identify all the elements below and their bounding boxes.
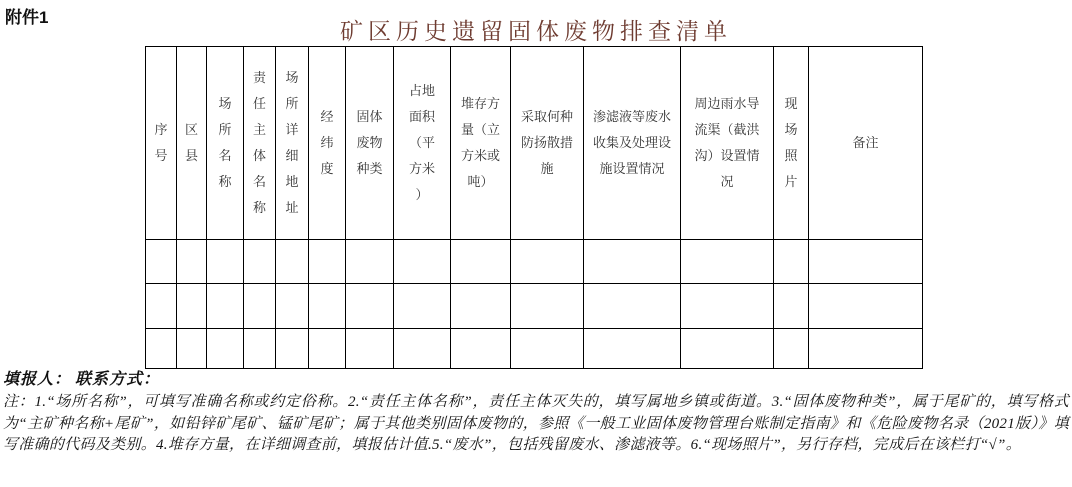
empty-cell <box>511 240 584 284</box>
column-header-serial-number: 序号 <box>146 47 177 240</box>
empty-cell <box>774 284 809 329</box>
column-header-site-name: 场所名称 <box>207 47 244 240</box>
column-header-remarks: 备注 <box>809 47 923 240</box>
column-header-site-photo: 现场照片 <box>774 47 809 240</box>
empty-cell <box>177 284 207 329</box>
empty-cell <box>244 329 276 369</box>
footer <box>3 370 1069 457</box>
table-body <box>146 240 923 369</box>
inspection-table-wrap <box>145 46 923 369</box>
page-title: 矿区历史遗留固体废物排查清单 <box>340 19 732 44</box>
empty-cell <box>809 240 923 284</box>
empty-cell <box>511 329 584 369</box>
empty-cell <box>394 329 451 369</box>
empty-cell <box>177 240 207 284</box>
empty-cell <box>346 240 394 284</box>
column-header-responsible-entity: 责任主体名称 <box>244 47 276 240</box>
attachment-label: 附件1 <box>5 8 49 27</box>
empty-cell <box>309 284 346 329</box>
empty-cell <box>346 284 394 329</box>
column-header-leachate-treatment: 渗滤液等废水收集及处理设施设置情况 <box>584 47 681 240</box>
empty-cell <box>584 284 681 329</box>
empty-cell <box>276 329 309 369</box>
inspection-table <box>145 46 923 369</box>
empty-cell <box>774 329 809 369</box>
column-header-waste-type: 固体废物种类 <box>346 47 394 240</box>
column-header-dust-prevention: 采取何种防扬散措施 <box>511 47 584 240</box>
column-header-district-county: 区县 <box>177 47 207 240</box>
empty-cell <box>346 329 394 369</box>
empty-cell <box>584 240 681 284</box>
empty-cell <box>451 240 511 284</box>
contact-label: 联系方式： <box>75 371 161 388</box>
empty-cell <box>207 329 244 369</box>
empty-cell <box>809 329 923 369</box>
empty-cell <box>309 329 346 369</box>
preparer-label: 填报人： <box>3 371 72 388</box>
empty-cell <box>146 284 177 329</box>
empty-cell <box>681 284 774 329</box>
empty-cell <box>276 240 309 284</box>
empty-cell <box>207 284 244 329</box>
empty-cell <box>177 329 207 369</box>
empty-cell <box>146 329 177 369</box>
empty-cell <box>276 284 309 329</box>
empty-cell <box>394 284 451 329</box>
empty-cell <box>394 240 451 284</box>
empty-cell <box>146 240 177 284</box>
empty-cell <box>309 240 346 284</box>
empty-cell <box>681 329 774 369</box>
empty-cell <box>451 284 511 329</box>
table-row <box>146 240 923 284</box>
empty-cell <box>244 284 276 329</box>
notes-text: 注：1.“场所名称”，可填写准确名称或约定俗称。2.“责任主体名称”，责任主体灭失的，填写属地乡镇或街道。3.“固体废物种类”，属于尾矿的，填写格式为“主矿种名称+尾矿”，如铅锌矿尾矿、锰矿尾矿；属于其他类别固体废物的，参照《一般工业固体废物管理台账制定指南》和《危险废物名录（2021版）》填写准确的代码及类别。4.堆存方量，在详细调查前，填报估计值.5.“废水”，包括残留废水、渗滤液等。6.“现场照片”，另行存档，完成后在该栏打“√”。 <box>3 394 1069 453</box>
column-header-site-address: 场所详细地址 <box>276 47 309 240</box>
empty-cell <box>584 329 681 369</box>
empty-cell <box>681 240 774 284</box>
header-row <box>146 47 923 240</box>
column-header-rainwater-diversion: 周边雨水导流渠（截洪沟）设置情况 <box>681 47 774 240</box>
empty-cell <box>451 329 511 369</box>
empty-cell <box>809 284 923 329</box>
column-header-stockpile-volume: 堆存方量（立方米或吨） <box>451 47 511 240</box>
preparer-line <box>3 370 1069 390</box>
empty-cell <box>774 240 809 284</box>
empty-cell <box>511 284 584 329</box>
empty-cell <box>207 240 244 284</box>
column-header-coordinates: 经纬度 <box>309 47 346 240</box>
column-header-land-area: 占地面积（平方米） <box>394 47 451 240</box>
table-row <box>146 329 923 369</box>
table-row <box>146 284 923 329</box>
empty-cell <box>244 240 276 284</box>
